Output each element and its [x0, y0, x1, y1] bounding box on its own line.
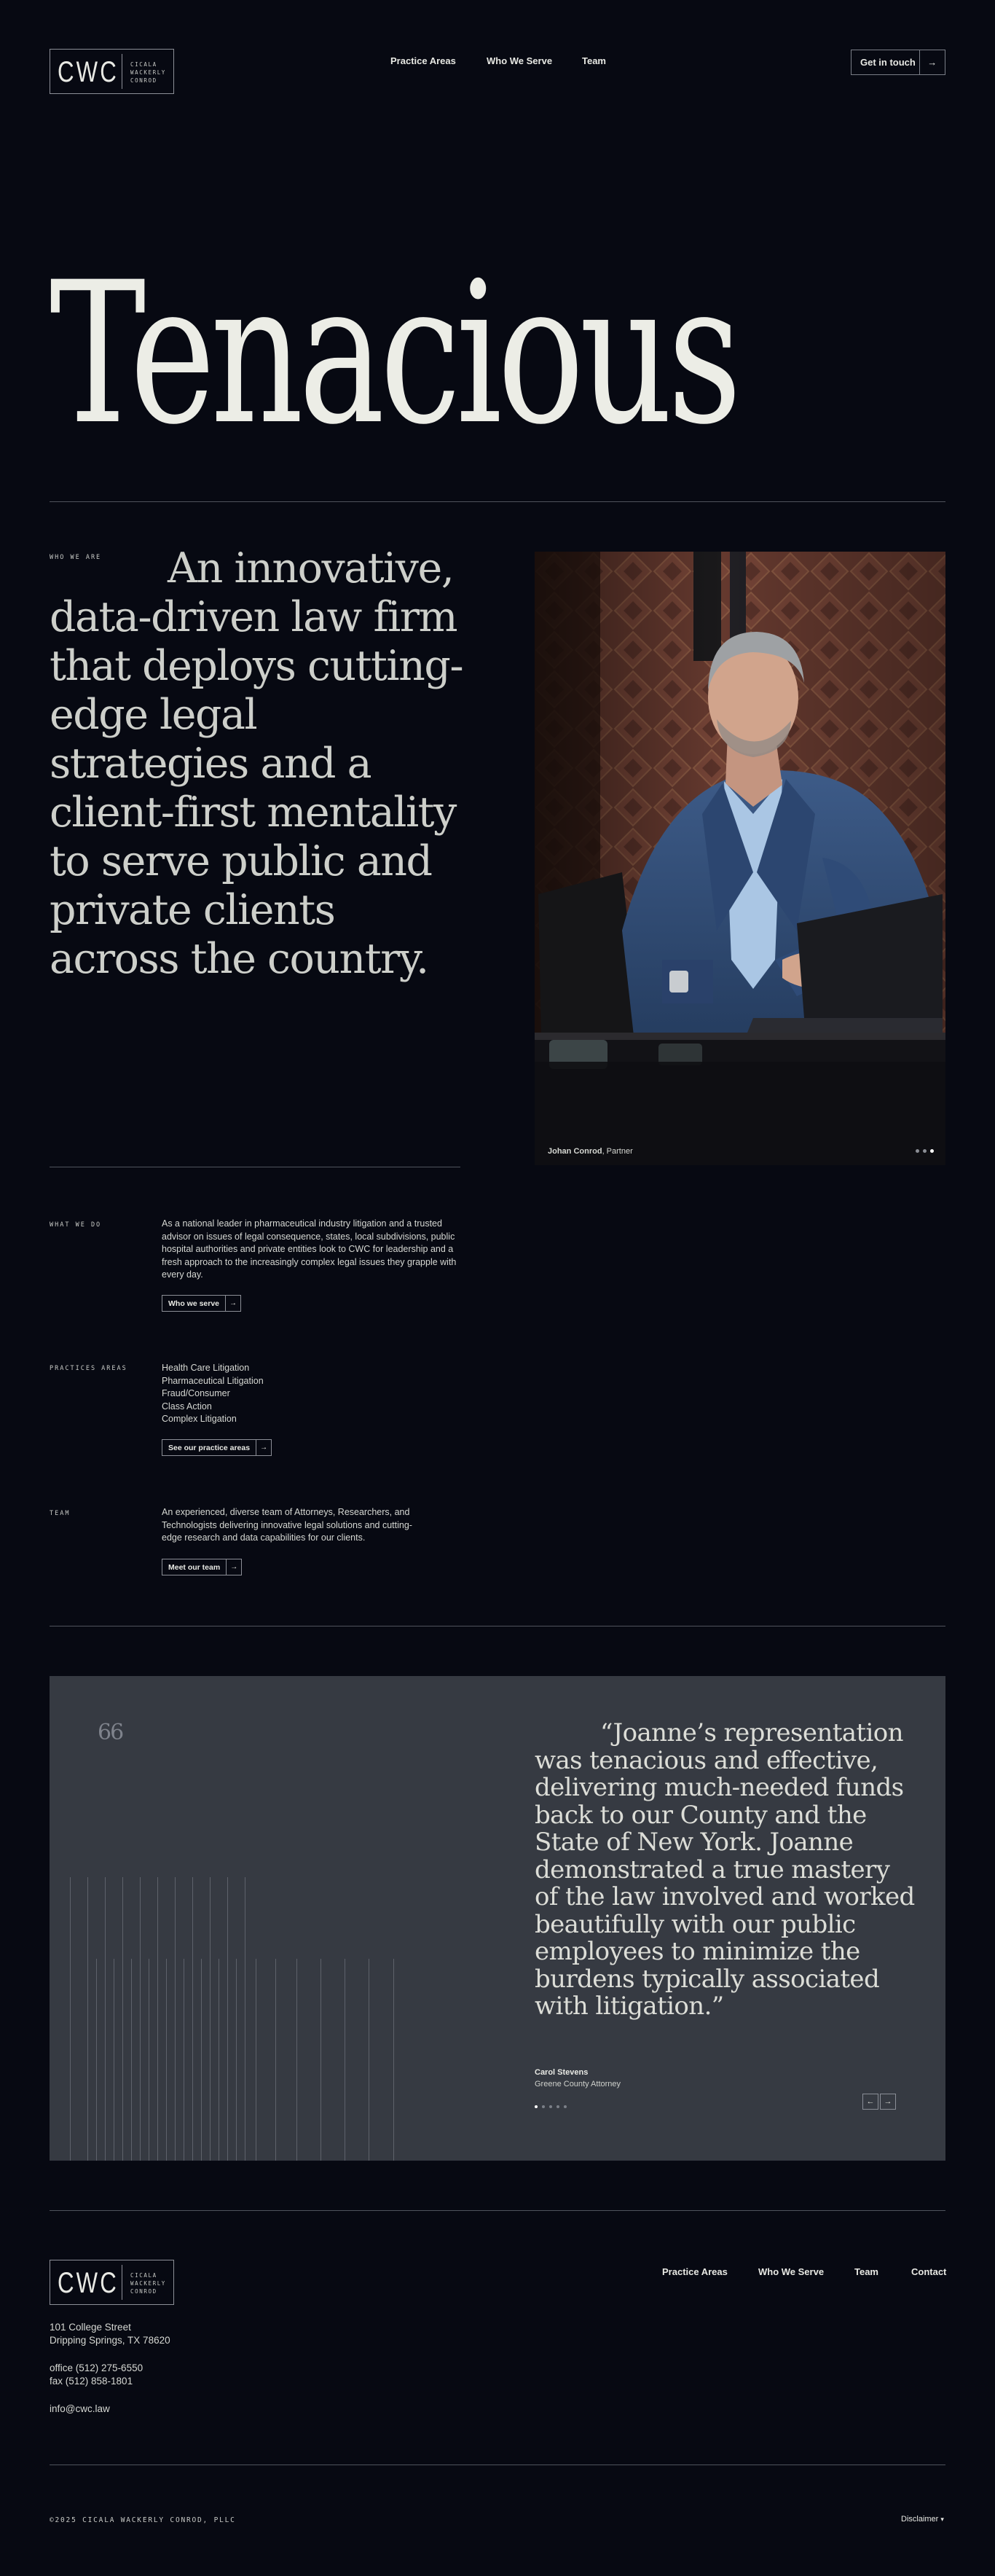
testimonial-dot-2[interactable] — [542, 2105, 545, 2108]
hero-divider — [50, 501, 945, 502]
disclaimer-toggle[interactable] — [901, 2515, 944, 2524]
photo-carousel-dots — [911, 1149, 940, 1154]
testimonial-dots — [535, 2105, 570, 2109]
arrow-right-icon: → — [225, 1296, 240, 1311]
photo-caption — [548, 1147, 633, 1156]
logo-word-1: CICALA — [130, 61, 157, 68]
arrow-right-icon: → — [919, 50, 945, 74]
decorative-lines — [50, 1676, 487, 2161]
what-we-do-text: As a national leader in pharmaceutical industry litigation and a trusted advisor on issues of legal consequence, states, local subdivisions, public hospital authorities and private entities look to CWC for leadership and a fresh approach to the increasingly complex legal issues they grapple with every day. — [162, 1218, 457, 1280]
footer-nav-team[interactable]: Team — [854, 2266, 878, 2277]
testimonial-dot-5[interactable] — [564, 2105, 567, 2108]
testimonial-prev-button[interactable]: ← — [862, 2094, 878, 2110]
nav-who-we-serve[interactable]: Who We Serve — [487, 55, 553, 66]
copyright: ©2025 CICALA WACKERLY CONROD, PLLC — [50, 2516, 236, 2524]
logo-wordmark — [130, 60, 166, 85]
team-eyebrow: TEAM — [50, 1510, 71, 1517]
footer-phones — [50, 2362, 143, 2388]
logo-word-1: CICALA — [130, 2272, 157, 2279]
testimonial-dot-4[interactable] — [557, 2105, 559, 2108]
testimonial-role: Greene County Attorney — [535, 2080, 621, 2088]
list-item: Pharmaceutical Litigation — [162, 1375, 264, 1386]
footer-address — [50, 2321, 170, 2347]
footer-logo[interactable] — [50, 2260, 174, 2305]
footer-nav-practice-areas[interactable]: Practice Areas — [662, 2266, 728, 2277]
logo-word-3: CONROD — [130, 77, 157, 84]
photo-dot-2[interactable] — [923, 1149, 927, 1153]
testimonial-dot-3[interactable] — [549, 2105, 552, 2108]
partner-portrait-image — [535, 552, 945, 1165]
logo-word-2: WACKERLY — [130, 69, 166, 76]
photo-dot-3-active[interactable] — [930, 1149, 934, 1153]
footer-nav-who-we-serve[interactable]: Who We Serve — [758, 2266, 825, 2277]
who-we-are-lead: An innovative, data-driven law firm that deploys cutting-edge legal strategies and a client-first mentality to serve public and private clients across the country. — [50, 544, 463, 983]
testimonial-next-button[interactable]: → — [880, 2094, 896, 2110]
who-we-serve-label: Who we serve — [168, 1299, 220, 1308]
testimonial-dot-1-active[interactable] — [535, 2105, 538, 2108]
list-item: Health Care Litigation — [162, 1363, 250, 1373]
footer-email-link[interactable]: info@cwc.law — [50, 2403, 110, 2414]
footer-divider — [50, 2210, 945, 2211]
team-text: An experienced, diverse team of Attorneys, Researchers, and Technologists delivering innovative legal solutions and cutting-edge research and data capabilities for our clients. — [162, 1507, 412, 1543]
list-item: Class Action — [162, 1401, 212, 1412]
meet-our-team-label: Meet our team — [168, 1562, 221, 1572]
practice-areas-list — [162, 1362, 264, 1426]
practice-areas-eyebrow: PRACTICES AREAS — [50, 1365, 127, 1372]
caption-role: , Partner — [602, 1147, 633, 1156]
photo-dot-1[interactable] — [916, 1149, 919, 1153]
list-item: Complex Litigation — [162, 1414, 237, 1424]
logo-mark: CWC — [58, 2267, 119, 2299]
what-we-do-eyebrow: WHAT WE DO — [50, 1221, 102, 1229]
who-we-serve-button[interactable] — [162, 1295, 241, 1312]
quote-mark-icon: 66 — [98, 1720, 123, 1745]
who-we-are-eyebrow: WHO WE ARE — [50, 554, 102, 561]
get-in-touch-button[interactable] — [851, 50, 945, 75]
list-item: Fraud/Consumer — [162, 1388, 230, 1398]
see-practice-areas-label: See our practice areas — [168, 1443, 251, 1452]
logo-wordmark — [130, 2271, 166, 2295]
arrow-right-icon: → — [256, 1440, 271, 1455]
meet-our-team-button[interactable] — [162, 1559, 242, 1575]
nav-practice-areas[interactable]: Practice Areas — [390, 55, 456, 66]
see-practice-areas-button[interactable] — [162, 1439, 272, 1456]
get-in-touch-label: Get in touch — [860, 57, 916, 68]
partner-photo — [535, 552, 945, 1165]
office-phone[interactable]: office (512) 275-6550 — [50, 2362, 143, 2373]
logo-word-3: CONROD — [130, 2288, 157, 2295]
testimonial-quote: “Joanne’s representation was tenacious and effective, delivering much-needed funds back to our County and the State of New York. Joanne demonstrated a true mastery of the law involved and worked beautifully with our public employees to minimize the burdens typically associated with litigation.” — [535, 1718, 915, 2021]
footer-nav-contact[interactable]: Contact — [911, 2266, 947, 2277]
header-logo[interactable] — [50, 49, 174, 94]
fax-number: fax (512) 858-1801 — [50, 2376, 133, 2387]
arrow-right-icon: → — [226, 1559, 241, 1575]
testimonial-author: Carol Stevens — [535, 2068, 589, 2077]
address-city: Dripping Springs, TX 78620 — [50, 2335, 170, 2346]
caption-name: Johan Conrod — [548, 1147, 602, 1156]
chevron-down-icon: ▾ — [940, 2516, 944, 2523]
nav-team[interactable]: Team — [582, 55, 606, 66]
logo-word-2: WACKERLY — [130, 2280, 166, 2287]
logo-mark: CWC — [58, 56, 119, 88]
address-street: 101 College Street — [50, 2322, 131, 2333]
testimonial-panel — [50, 1676, 945, 2161]
hero-headline: Tenacious — [50, 240, 737, 468]
disclaimer-label: Disclaimer — [901, 2515, 939, 2524]
